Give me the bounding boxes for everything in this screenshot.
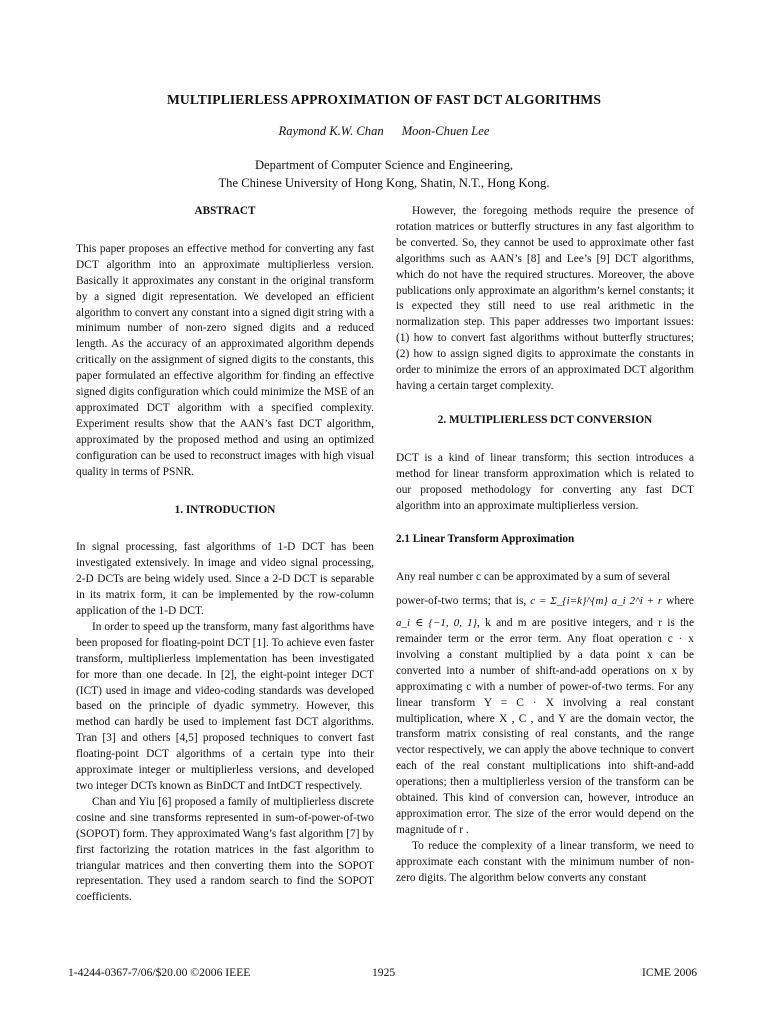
digit-set-formula: a_i ∈ {−1, 0, 1} <box>396 617 478 630</box>
section-2-paragraph-1: DCT is a kind of linear transform; this section introduces a method for linear transform approximation which is related to our proposed methodology for converting any fast DCT algorithm into an approximate multiplierless version. <box>396 451 694 512</box>
section-2-heading: 2. MULTIPLIERLESS DCT CONVERSION <box>437 413 653 426</box>
intro-paragraph-4: However, the foregoing methods require the presence of rotation matrices or butterfly structures in any fast algorithm to be converted. So, they cannot be used to approximate other fast algorithms such as AAN’s [8] and Lee’s [9] DCT algorithms, which do not have the required structures. Moreover, the above publications only approximate an algorithm’s kernel constants; it is expected they still need to use real arithmetic in the normalization step. This paper addresses two important issues: (1) how to convert fast algorithms without butterfly structures; (2) how to assign signed digits to approximate the constants in order to minimize the errors of an approximated DCT algorithm having a certain target complexity. <box>396 205 694 392</box>
left-column <box>76 204 374 906</box>
abstract-text: This paper proposes an effective method for converting any fast DCT algorithm into an approximate multiplierless version. Basically it approximates any constant in the original transform by a signed digit representation. We developed an efficient algorithm to convert any constant into a signed digit string with a minimum number of non-zero signed digits and a reduced length. As the accuracy of an approximated algorithm depends critically on the assignment of signed digits to the constants, this paper formulated an effective algorithm for finding an effective signed digits configuration which could minimize the MSE of an approximated DCT algorithm with a specified complexity. Experiment results show that the AAN’s fast DCT algorithm, approximated by the proposed method and using an optimized configuration can be used to reconstruct images with high visual quality in terms of PSNR. <box>76 242 374 478</box>
section-2-paragraph-2b: power-of-two terms; that is, c = Σ_{i=k}^{m} a_i 2^i + r where <box>396 595 694 608</box>
sum-formula: c = Σ_{i=k}^{m} a_i 2^i + r <box>530 595 663 608</box>
section-2-paragraph-2a: Any real number c can be approximated by a sum of several <box>396 571 671 584</box>
footer-page-number: 1925 <box>372 966 396 979</box>
introduction-heading: 1. INTRODUCTION <box>174 503 276 516</box>
intro-paragraph-2: In order to speed up the transform, many fast algorithms have been proposed for floating-point DCT [1]. To achieve even faster transform, multiplierless implementation has been investigated for more than one decade. In [2], the eight-point integer DCT (ICT) used in image and video-coding standards was developed based on the principle of dyadic symmetry. However, this method can hardly be used to implement fast DCT algorithms. Tran [3] and others [4,5] proposed techniques to convert fast floating-point DCT algorithms of a certain type into their approximate integer or multiplierless versions, and developed two integer DCTs known as BinDCT and IntDCT respectively. <box>76 620 374 792</box>
section-2-paragraph-3: To reduce the complexity of a linear transform, we need to approximate each constant with the minimum number of non-zero digits. The algorithm below converts any constant <box>396 839 694 884</box>
affiliation <box>0 156 768 192</box>
section-2-paragraph-2c: a_i ∈ {−1, 0, 1}, k and m are positive integers, and r is the remainder term or the error term. Any float operation c · x involving a constant multiplied by a data point x can be converted into a number of shift-and-add operations on x by approximating c with a number of power-of-two terms. For any linear transform Y = C · X involving a real constant multiplication, where X , C , and Y are the domain vector, the transform matrix consisting of real constants, and the range vector respectively, we can apply the above technique to convert each of the real constant multiplications into shift-and-add operations; then a multiplierless version of the transform can be obtained. This kind of conversion can, however, introduce an approximation error. The size of the error would depend on the magnitude of r . <box>396 617 694 836</box>
affiliation-line: Department of Computer Science and Engineering, <box>254 158 514 172</box>
footer-conference: ICME 2006 <box>642 966 698 979</box>
author-list <box>0 124 768 139</box>
intro-paragraph-1: In signal processing, fast algorithms of 1-D DCT has been investigated extensively. In image and video signal processing, 2-D DCTs are being widely used. Since a 2-D DCT is separable in its matrix form, it can be implemented by the row-column application of the 1-D DCT. <box>76 541 374 618</box>
abstract-heading: ABSTRACT <box>194 205 256 217</box>
subsection-2-1-heading: 2.1 Linear Transform Approximation <box>396 533 575 546</box>
author-name: Raymond K.W. Chan <box>278 124 384 138</box>
affiliation-line: The Chinese University of Hong Kong, Shatin, N.T., Hong Kong. <box>218 176 550 190</box>
intro-paragraph-3: Chan and Yiu [6] proposed a family of multiplierless discrete cosine and sine transforms represented in sum-of-power-of-two (SOPOT) form. They approximated Wang’s fast algorithm [7] by first factorizing the rotation matrices in the fast algorithm to triangular matrices and then converting them into the SOPOT representation. They used a random search to find the SOPOT coefficients. <box>76 795 374 904</box>
paper-title: MULTIPLIERLESS APPROXIMATION OF FAST DCT ALGORITHMS <box>166 92 601 107</box>
right-column <box>396 204 694 887</box>
footer-isbn: 1-4244-0367-7/06/$20.00 ©2006 IEEE <box>68 966 251 979</box>
author-name: Moon-Chuen Lee <box>401 124 490 138</box>
